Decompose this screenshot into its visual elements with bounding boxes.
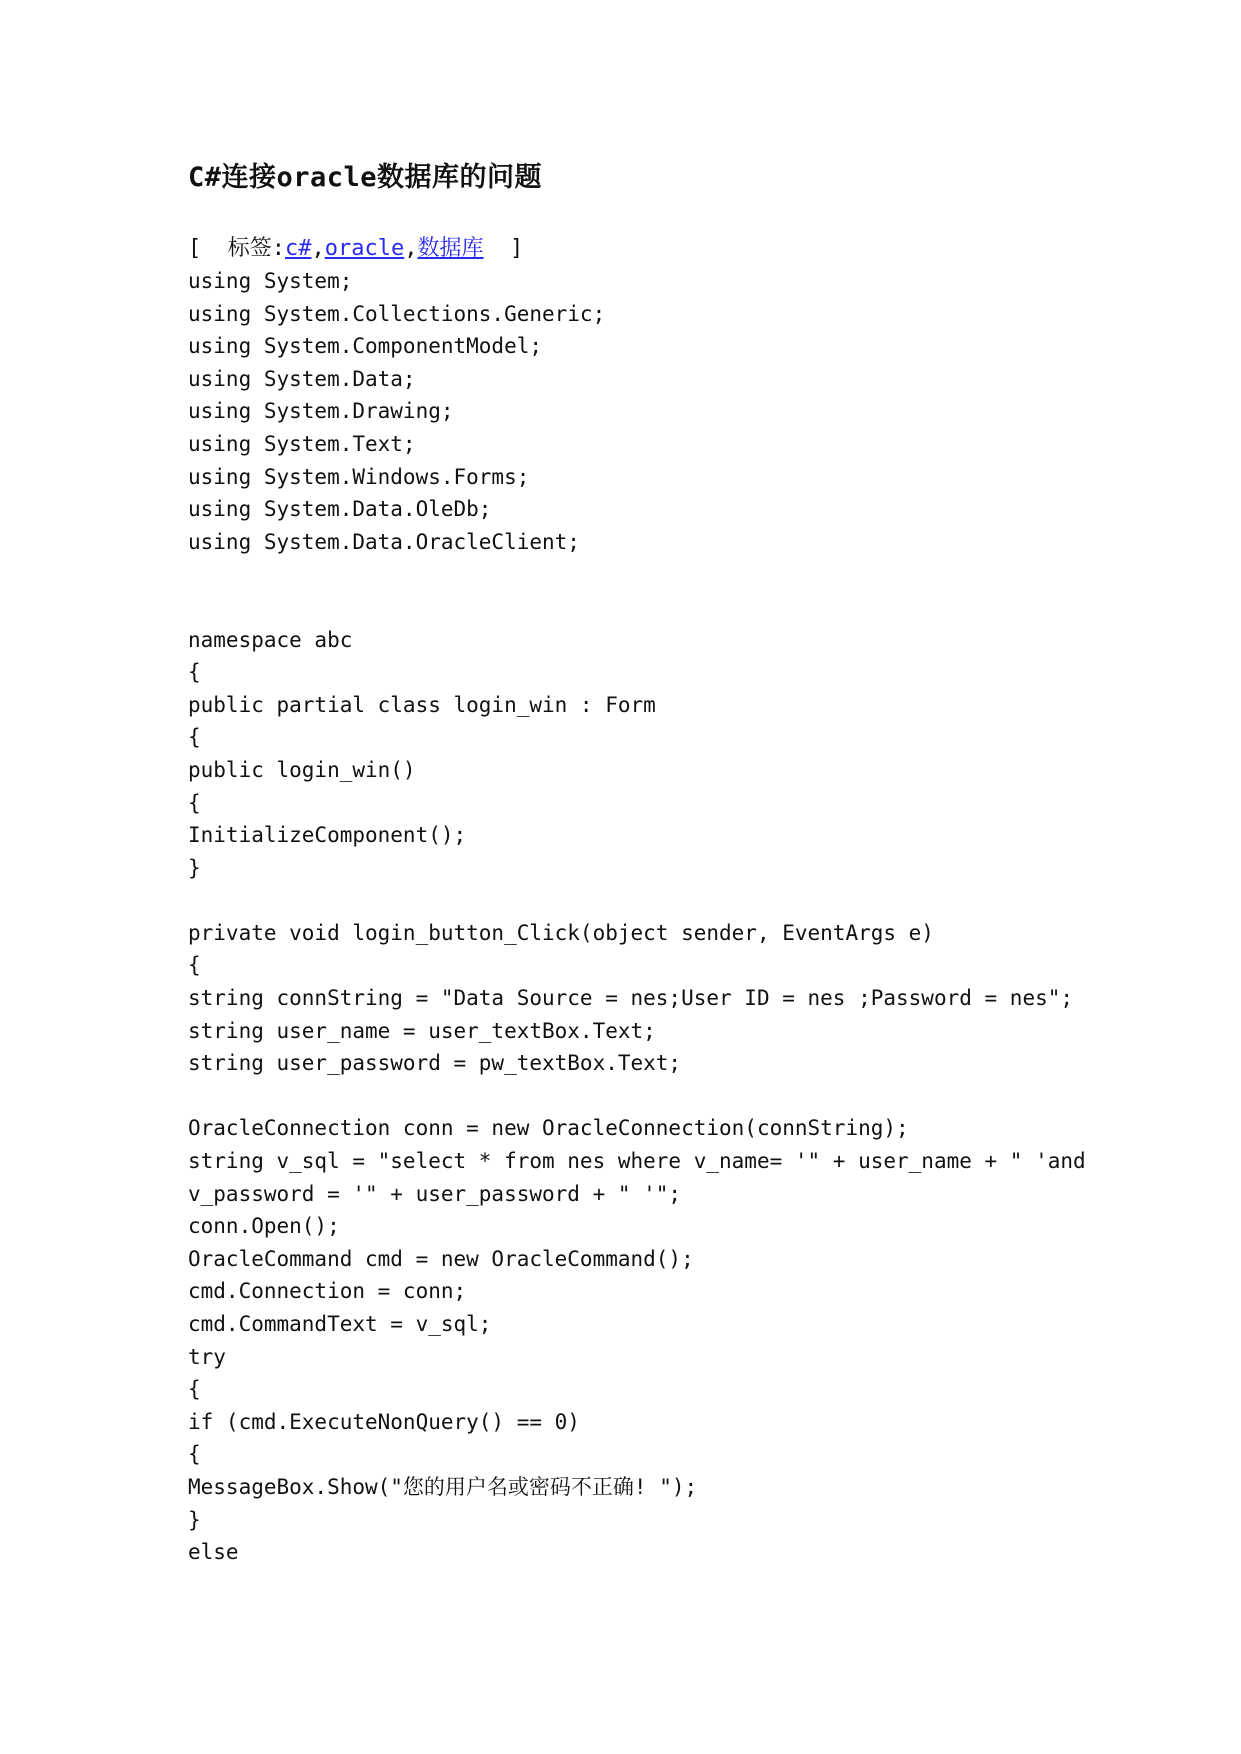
code-line: namespace abc (188, 627, 353, 652)
code-line: if (cmd.ExecuteNonQuery() == 0) (188, 1409, 580, 1434)
code-line: using System.Data.OracleClient; (188, 529, 580, 554)
code-line: { (188, 1377, 201, 1402)
code-line: string v_sql = "select * from nes where v_name= '" + user_name + " 'and (188, 1149, 1086, 1174)
code-line: public login_win() (188, 757, 416, 782)
code-line (188, 884, 1088, 917)
code-line: using System; (188, 269, 353, 293)
code-line: { (188, 1442, 201, 1467)
document-title: C#连接oracle数据库的问题 (188, 162, 543, 193)
tag-link-oracle[interactable]: oracle (324, 236, 405, 261)
tag-label: 标签: (227, 236, 285, 261)
code-line: OracleConnection conn = new OracleConnection(connString); (188, 1116, 909, 1141)
code-block (188, 265, 1088, 1569)
code-line: conn.Open(); (188, 1214, 340, 1239)
code-line: { (188, 953, 201, 978)
code-line: using System.Windows.Forms; (188, 464, 530, 489)
code-line (188, 558, 1088, 591)
tag-link-database[interactable]: 数据库 (417, 236, 484, 261)
code-line (188, 1080, 1088, 1113)
code-line: string user_name = user_textBox.Text; (188, 1018, 656, 1043)
tag-open-bracket: [ (188, 236, 228, 261)
code-line: } (188, 1507, 201, 1532)
tag-separator: , (311, 236, 325, 261)
code-line: cmd.Connection = conn; (188, 1279, 467, 1304)
code-line: } (188, 855, 201, 880)
code-line: cmd.CommandText = v_sql; (188, 1312, 492, 1336)
code-line: private void login_button_Click(object sender, EventArgs e) (188, 920, 934, 945)
code-line: using System.ComponentModel; (188, 334, 543, 359)
code-line: InitializeComponent(); (188, 823, 467, 848)
code-line: using System.Data; (188, 366, 416, 391)
code-line: try (188, 1344, 226, 1369)
code-line: else (188, 1540, 239, 1565)
code-line: OracleCommand cmd = new OracleCommand(); (188, 1246, 694, 1271)
code-line: using System.Text; (188, 431, 416, 456)
code-line: string user_password = pw_textBox.Text; (188, 1051, 682, 1076)
code-line: using System.Data.OleDb; (188, 497, 492, 522)
tag-line (188, 233, 1088, 265)
code-line (188, 591, 1088, 624)
tag-close-bracket: ] (483, 236, 524, 261)
code-line: public partial class login_win : Form (188, 692, 656, 717)
code-line: MessageBox.Show("您的用户名或密码不正确! "); (188, 1474, 698, 1499)
tag-link-csharp[interactable]: c# (285, 236, 312, 261)
code-line: { (188, 790, 201, 815)
code-line: { (188, 725, 201, 750)
document-page (188, 160, 1088, 1569)
code-line: string connString = "Data Source = nes;User ID = nes ;Password = nes"; (188, 986, 1074, 1011)
tag-separator: , (404, 236, 418, 261)
code-line: { (188, 660, 201, 685)
code-line: using System.Drawing; (188, 399, 454, 424)
code-line: using System.Collections.Generic; (188, 301, 606, 326)
code-line: v_password = '" + user_password + " '"; (188, 1181, 682, 1206)
